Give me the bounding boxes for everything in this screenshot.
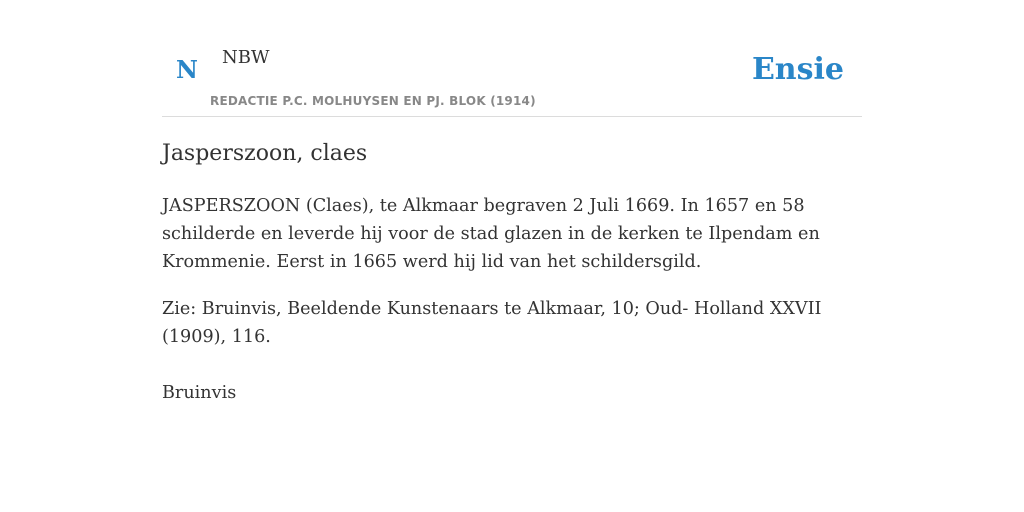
source-name[interactable]: NBW xyxy=(222,47,270,68)
entry-author: Bruinvis xyxy=(162,383,237,403)
entry-paragraph: JASPERSZOON (Claes), te Alkmaar begraven 2 Juli 1669. In 1657 en 58 schilderde en leverde hij voor de stad glazen in de kerken te Ilpendam en Krommenie. Eerst in 1665 werd hij lid van het schildersgild. xyxy=(162,196,820,272)
source-logo[interactable]: N xyxy=(176,55,198,84)
page-title: Jasperszoon, claes xyxy=(162,141,368,166)
brand-logo-link[interactable]: Ensie xyxy=(751,52,844,87)
entry-reference: Zie: Bruinvis, Beeldende Kunstenaars te Alkmaar, 10; Oud- Holland XXVII (1909), 116. xyxy=(162,299,822,347)
source-subtitle: REDACTIE P.C. MOLHUYSEN EN PJ. BLOK (1914) xyxy=(210,94,536,108)
entry-content xyxy=(162,136,862,407)
source-header xyxy=(162,0,862,117)
